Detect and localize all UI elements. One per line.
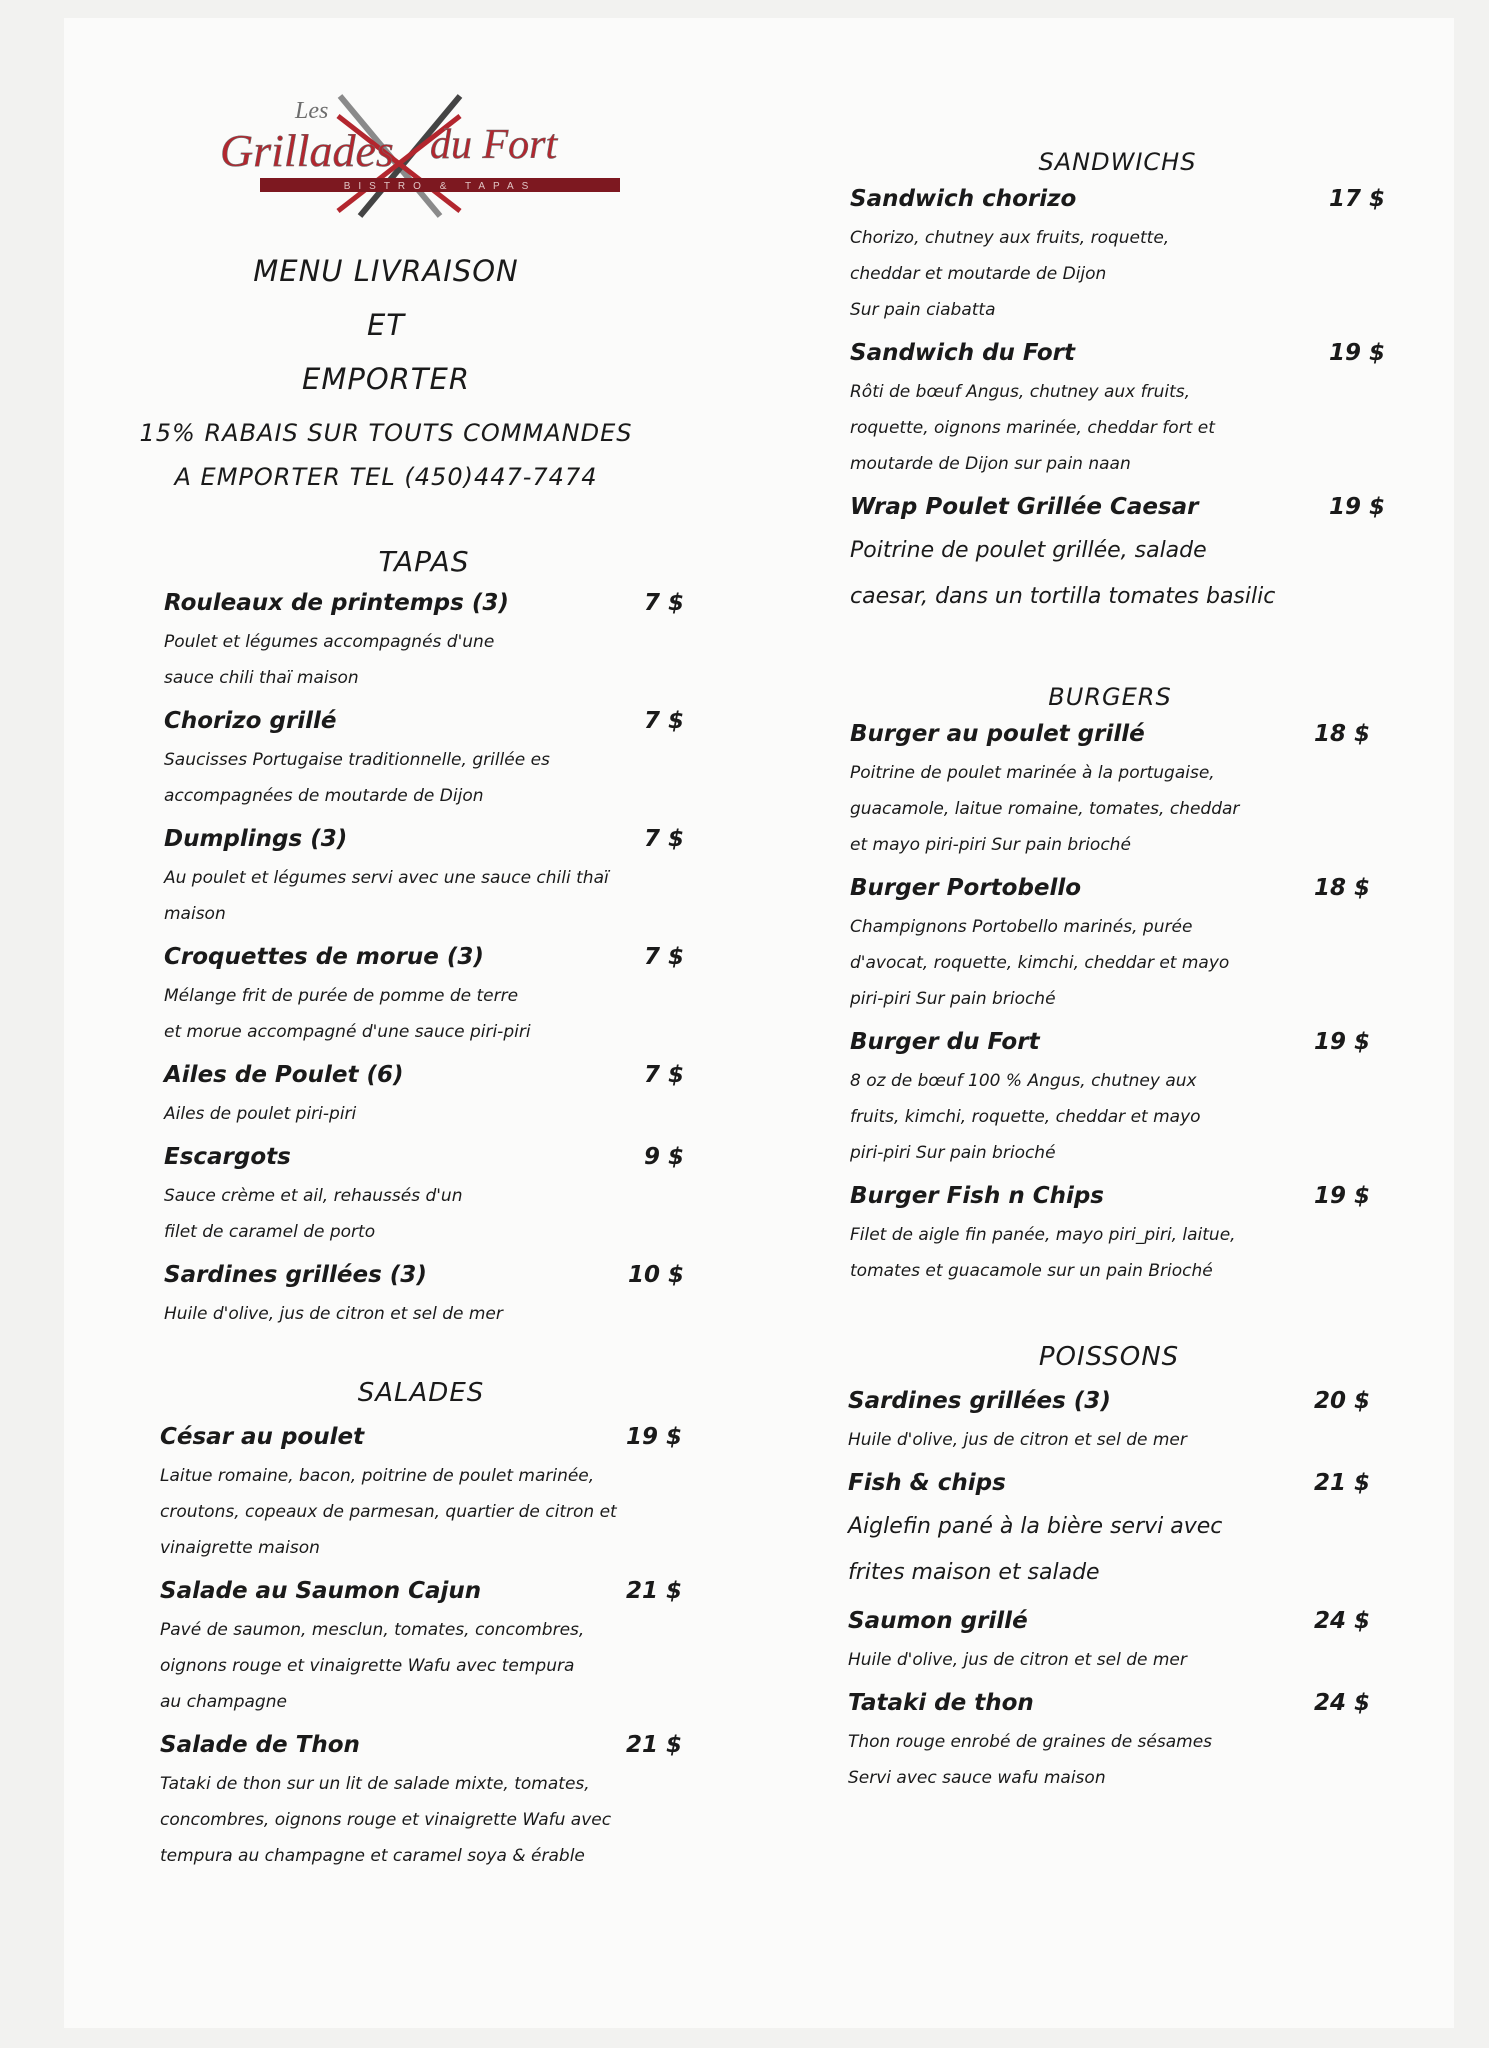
menu-item-description: Huile d'olive, jus de citron et sel de mer: [848, 1430, 1187, 1450]
menu-item-row: [850, 713, 1370, 755]
menu-item-row: [160, 1416, 682, 1458]
menu-item-row: [164, 700, 684, 742]
menu-item-price: 18 $: [1313, 875, 1370, 901]
menu-item: [164, 1254, 684, 1332]
menu-item-description: Rôti de bœuf Angus, chutney aux fruits, roquette, oignons marinée, cheddar fort et moutarde de Dijon sur pain naan: [850, 382, 1215, 474]
menu-item-price: 21 $: [1313, 1470, 1370, 1496]
menu-item-name: Sandwich du Fort: [850, 340, 1075, 366]
menu-item-row: [848, 1380, 1370, 1422]
section-title: BURGERS: [1048, 683, 1172, 711]
menu-item: [164, 700, 684, 814]
menu-item-description: Sauce crème et ail, rehaussés d'un filet de caramel de porto: [164, 1186, 463, 1242]
menu-item-description: Huile d'olive, jus de citron et sel de mer: [164, 1304, 503, 1324]
menu-item-description: Au poulet et légumes servi avec une sauce chili thaï maison: [164, 868, 609, 924]
menu-item-name: Croquettes de morue (3): [164, 944, 484, 970]
menu-item: [160, 1570, 682, 1720]
menu-item-description: Huile d'olive, jus de citron et sel de mer: [848, 1650, 1187, 1670]
menu-item-name: Burger du Fort: [850, 1029, 1040, 1055]
menu-item-description: 8 oz de bœuf 100 % Angus, chutney aux fruits, kimchi, roquette, cheddar et mayo piri-piri Sur pain brioché: [850, 1071, 1201, 1163]
menu-item-name: Sardines grillées (3): [848, 1388, 1111, 1414]
menu-title-takeout: EMPORTER: [302, 362, 470, 396]
phone-line: A EMPORTER TEL (450)447-7474: [174, 463, 598, 491]
menu-item: [160, 1724, 682, 1874]
menu-item: [850, 332, 1385, 482]
menu-item-price: 21 $: [625, 1732, 682, 1758]
menu-item-price: 19 $: [1328, 340, 1385, 366]
menu-item-name: Wrap Poulet Grillée Caesar: [850, 494, 1199, 520]
logo-tagline: BISTRO & TAPAS: [343, 181, 537, 192]
menu-item-description: Laitue romaine, bacon, poitrine de poulet marinée, croutons, copeaux de parmesan, quartier de citron et vinaigrette maison: [160, 1466, 617, 1558]
promo-line: 15% RABAIS SUR TOUTS COMMANDES: [139, 419, 633, 447]
logo-line1: Les: [295, 98, 329, 124]
menu-item-price: 7 $: [643, 826, 684, 852]
menu-item-description: Mélange frit de purée de pomme de terre et morue accompagné d'une sauce piri-piri: [164, 986, 531, 1042]
menu-item-row: [164, 818, 684, 860]
menu-item-description: Chorizo, chutney aux fruits, roquette, cheddar et moutarde de Dijon Sur pain ciabatta: [850, 228, 1170, 320]
menu-item-name: Salade au Saumon Cajun: [160, 1578, 482, 1604]
menu-item: [850, 1175, 1370, 1289]
menu-item-row: [850, 1021, 1370, 1063]
menu-item-row: [848, 1462, 1370, 1504]
logo-line2: Grillades: [220, 125, 394, 176]
section-poissons: [848, 1342, 1370, 1800]
menu-item-price: 10 $: [627, 1262, 684, 1288]
menu-item: [850, 713, 1370, 863]
menu-item-price: 24 $: [1313, 1608, 1370, 1634]
logo-line3: du Fort: [430, 122, 558, 168]
menu-item-row: [160, 1724, 682, 1766]
menu-item-price: 17 $: [1328, 186, 1385, 212]
menu-item-name: Dumplings (3): [164, 826, 348, 852]
logo-graphic: [190, 86, 630, 226]
menu-item-description: Poulet et légumes accompagnés d'une sauce chili thaï maison: [164, 632, 495, 688]
menu-item-price: 7 $: [643, 1062, 684, 1088]
menu-item-row: [164, 582, 684, 624]
menu-item-row: [848, 1600, 1370, 1642]
menu-item-row: [164, 936, 684, 978]
section-salades: [160, 1378, 682, 1878]
menu-item-name: Rouleaux de printemps (3): [164, 590, 509, 616]
menu-item-row: [850, 178, 1385, 220]
menu-item-price: 19 $: [1313, 1183, 1370, 1209]
menu-item-price: 24 $: [1313, 1690, 1370, 1716]
menu-item: [164, 582, 684, 696]
menu-item-description: Ailes de poulet piri-piri: [164, 1104, 357, 1124]
menu-item-row: [164, 1136, 684, 1178]
menu-item-name: Burger au poulet grillé: [850, 721, 1145, 747]
menu-item: [160, 1416, 682, 1566]
menu-item-name: Burger Fish n Chips: [850, 1183, 1104, 1209]
menu-item-row: [850, 867, 1370, 909]
menu-item-row: [160, 1570, 682, 1612]
menu-item-row: [850, 486, 1385, 528]
menu-item: [848, 1600, 1370, 1678]
menu-title: MENU LIVRAISON: [253, 254, 519, 288]
menu-item-name: Salade de Thon: [160, 1732, 360, 1758]
section-title: POISSONS: [1038, 1342, 1180, 1372]
menu-item: [164, 1054, 684, 1132]
menu-item-row: [850, 1175, 1370, 1217]
menu-item: [164, 818, 684, 932]
menu-item-row: [164, 1054, 684, 1096]
menu-item-name: Burger Portobello: [850, 875, 1082, 901]
menu-item-description: Pavé de saumon, mesclun, tomates, concombres, oignons rouge et vinaigrette Wafu avec tempura au champagne: [160, 1620, 585, 1712]
menu-item-description: Champignons Portobello marinés, purée d'avocat, roquette, kimchi, cheddar et mayo piri-piri Sur pain brioché: [850, 917, 1230, 1009]
menu-item-description: Tataki de thon sur un lit de salade mixte, tomates, concombres, oignons rouge et vinaigrette Wafu avec tempura au champagne et caramel soya & érable: [160, 1774, 612, 1866]
menu-item-row: [848, 1682, 1370, 1724]
menu-item-row: [164, 1254, 684, 1296]
menu-item-price: 19 $: [625, 1424, 682, 1450]
menu-item-price: 7 $: [643, 708, 684, 734]
menu-item-name: Fish & chips: [848, 1470, 1006, 1496]
menu-item-price: 20 $: [1313, 1388, 1370, 1414]
menu-header: [96, 244, 676, 500]
section-burgers: [850, 683, 1370, 1293]
menu-item-name: César au poulet: [160, 1424, 365, 1450]
section-sandwichs: [850, 148, 1385, 624]
menu-item: [164, 936, 684, 1050]
menu-item: [848, 1682, 1370, 1796]
section-title: TAPAS: [378, 545, 470, 578]
menu-item-description: Thon rouge enrobé de graines de sésames Servi avec sauce wafu maison: [848, 1732, 1213, 1788]
menu-item-name: Sardines grillées (3): [164, 1262, 427, 1288]
menu-item-description: Aiglefin pané à la bière servi avec frites maison et salade: [848, 1514, 1223, 1585]
menu-item-name: Chorizo grillé: [164, 708, 337, 734]
menu-item-name: Saumon grillé: [848, 1608, 1028, 1634]
menu-item: [164, 1136, 684, 1250]
section-title: SANDWICHS: [1038, 148, 1197, 176]
restaurant-logo: [190, 86, 630, 226]
section-title: SALADES: [357, 1378, 485, 1408]
menu-item-name: Escargots: [164, 1144, 291, 1170]
menu-item: [848, 1462, 1370, 1596]
menu-item-price: 19 $: [1328, 494, 1385, 520]
section-tapas: [164, 545, 684, 1336]
menu-item: [850, 867, 1370, 1017]
menu-item-price: 19 $: [1313, 1029, 1370, 1055]
menu-item-price: 7 $: [643, 944, 684, 970]
menu-item-description: Saucisses Portugaise traditionnelle, grillée es accompagnées de moutarde de Dijon: [164, 750, 550, 806]
menu-item: [850, 486, 1385, 620]
menu-item-row: [850, 332, 1385, 374]
menu-item-price: 21 $: [625, 1578, 682, 1604]
menu-item: [848, 1380, 1370, 1458]
menu-item-price: 7 $: [643, 590, 684, 616]
menu-item-description: Poitrine de poulet marinée à la portugaise, guacamole, laitue romaine, tomates, cheddar et mayo piri-piri Sur pain brioché: [850, 763, 1240, 855]
menu-item-description: Filet de aigle fin panée, mayo piri_piri, laitue, tomates et guacamole sur un pain Brioché: [850, 1225, 1236, 1281]
menu-item-price: 9 $: [643, 1144, 684, 1170]
menu-item-price: 18 $: [1313, 721, 1370, 747]
menu-title-and: ET: [366, 308, 406, 342]
menu-item: [850, 1021, 1370, 1171]
menu-item-name: Ailes de Poulet (6): [164, 1062, 404, 1088]
menu-item: [850, 178, 1385, 328]
menu-item-name: Tataki de thon: [848, 1690, 1034, 1716]
menu-item-name: Sandwich chorizo: [850, 186, 1077, 212]
menu-item-description: Poitrine de poulet grillée, salade caesar, dans un tortilla tomates basilic: [850, 538, 1276, 609]
